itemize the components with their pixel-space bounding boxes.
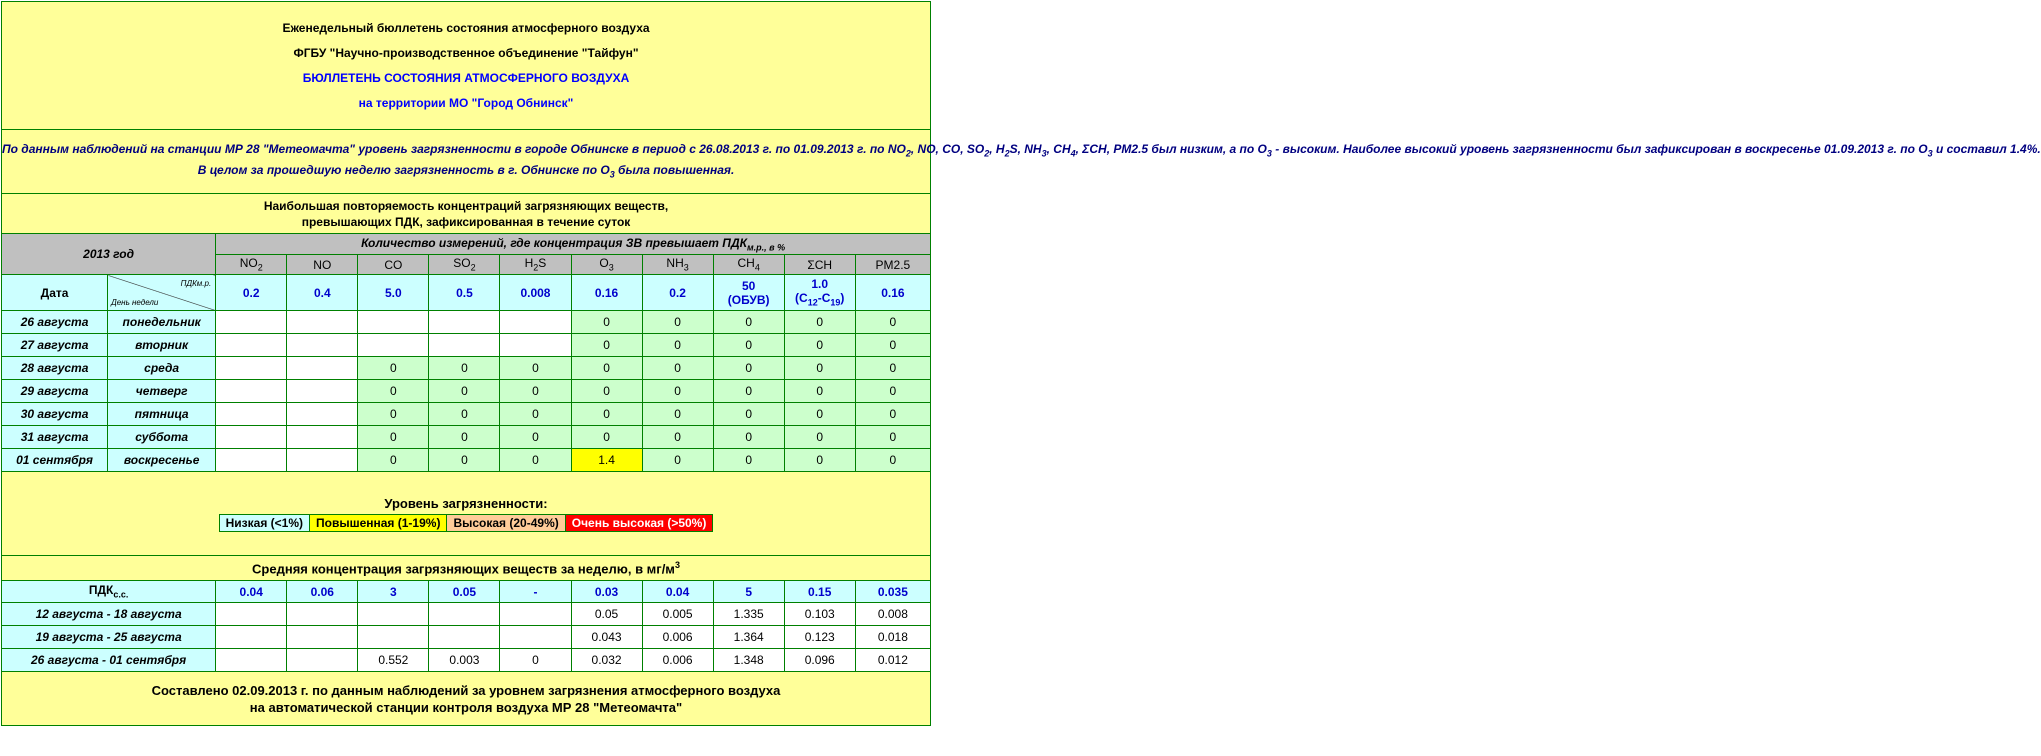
avg-concentration-cell: 0.006 — [642, 626, 713, 649]
avg-concentration-cell — [429, 626, 500, 649]
day-weekday: суббота — [108, 426, 216, 449]
day-date: 29 августа — [2, 380, 108, 403]
avg-concentration-cell: 0.103 — [784, 603, 855, 626]
level-low: Низкая (<1%) — [220, 515, 310, 531]
pollutant-name — [429, 255, 500, 275]
avg-concentration-cell: 0.008 — [855, 603, 930, 626]
avg-concentration-cell — [500, 626, 571, 649]
count-header — [216, 234, 931, 255]
pollutant-name — [855, 255, 930, 275]
summary-part: , NO, CO, SO — [910, 142, 985, 157]
exceedance-cell: 0 — [429, 380, 500, 403]
bulletin-header — [2, 2, 931, 130]
exceedance-cell: 0 — [784, 334, 855, 357]
footer-line-1: Составлено 02.09.2013 г. по данным наблюдений за уровнем загрязнения атмосферного воздуха — [151, 682, 781, 698]
exceedance-cell — [500, 334, 571, 357]
pollutant-tail: S — [538, 256, 547, 271]
diag-bottom-label: День недели — [111, 298, 159, 307]
exceedance-cell: 0 — [358, 426, 429, 449]
exceedance-cell: 0 — [358, 380, 429, 403]
pdk-mr-value: 0.4 — [287, 275, 358, 311]
avg-concentration-cell — [429, 603, 500, 626]
summary-part: , H — [989, 142, 1005, 157]
exceedance-cell: 0 — [642, 334, 713, 357]
header-line-3: БЮЛЛЕТЕНЬ СОСТОЯНИЯ АТМОСФЕРНОГО ВОЗДУХА — [302, 71, 630, 85]
exceedance-cell: 0 — [571, 334, 642, 357]
pollutant-sub: 2 — [533, 262, 539, 273]
exceedance-cell: 0 — [642, 357, 713, 380]
exceedance-cell: 0 — [429, 449, 500, 472]
pdk-ss-value: 0.06 — [287, 581, 358, 603]
pollutant-name — [784, 255, 855, 275]
pdk-ss-row — [2, 581, 931, 603]
pollutant-base: SO — [453, 256, 471, 271]
exceedance-cell: 0 — [500, 380, 571, 403]
exceedance-cell — [216, 403, 287, 426]
day-weekday: вторник — [108, 334, 216, 357]
level-legend — [219, 514, 714, 532]
day-weekday: среда — [108, 357, 216, 380]
pdk-mr-value: 0.2 — [216, 275, 287, 311]
avg-concentration-cell — [358, 626, 429, 649]
section2-title — [2, 556, 931, 581]
pdk-ss-value: 5 — [713, 581, 784, 603]
summary-sub: 3 — [1041, 148, 1047, 159]
avg-concentration-cell — [216, 603, 287, 626]
day-weekday: понедельник — [108, 311, 216, 334]
bulletin-table — [1, 1, 2041, 726]
exceedance-cell: 0 — [784, 403, 855, 426]
pdk-mr-line2 — [785, 291, 855, 307]
avg-concentration-cell: 1.348 — [713, 649, 784, 672]
exceedance-cell: 0 — [642, 449, 713, 472]
exceedance-cell — [287, 426, 358, 449]
exceedance-cell: 0 — [642, 403, 713, 426]
header-line-4: на территории МО "Город Обнинск" — [358, 96, 574, 110]
pollutant-sub: 4 — [754, 262, 760, 273]
summary-sub: 3 — [1266, 148, 1272, 159]
summary-sub: 2 — [1004, 148, 1010, 159]
exceedance-cell: 0 — [855, 403, 930, 426]
avg-concentration-cell: 0.043 — [571, 626, 642, 649]
avg-concentration-cell — [358, 603, 429, 626]
avg-concentration-cell: 0.012 — [855, 649, 930, 672]
avg-concentration-cell: 0.018 — [855, 626, 930, 649]
pollutant-name — [571, 255, 642, 275]
week-rows — [2, 603, 931, 672]
pdk-mr-value: 5.0 — [358, 275, 429, 311]
level-very-high: Очень высокая (>50%) — [566, 515, 713, 531]
avg-concentration-cell — [287, 649, 358, 672]
pollutant-sub: 3 — [608, 262, 614, 273]
pollutant-base: CO — [384, 257, 403, 272]
level-high: Высокая (20-49%) — [447, 515, 565, 531]
exceedance-cell — [216, 426, 287, 449]
pollutant-name — [713, 255, 784, 275]
diag-top-label: ПДКм.р. — [180, 279, 212, 288]
exceedance-cell: 0 — [713, 311, 784, 334]
pdk-ss-value: 0.15 — [784, 581, 855, 603]
header-line-1: Еженедельный бюллетень состояния атмосферного воздуха — [282, 21, 650, 35]
avg-concentration-cell: 0.003 — [429, 649, 500, 672]
footer-line-2: на автоматической станции контроля воздуха МР 28 "Метеомачта" — [249, 699, 683, 715]
avg-concentration-cell — [287, 603, 358, 626]
avg-concentration-cell: 0.032 — [571, 649, 642, 672]
pollutant-sub: 3 — [683, 262, 689, 273]
exceedance-cell: 0 — [642, 311, 713, 334]
exceedance-cell: 0 — [784, 426, 855, 449]
exceedance-cell: 0 — [784, 357, 855, 380]
pdk-ss-value: - — [500, 581, 571, 603]
exceedance-cell: 0 — [571, 357, 642, 380]
pdk-mr-line2: (ОБУВ) — [727, 292, 770, 307]
summary-part: , CH — [1046, 142, 1071, 157]
count-header-sub: м.р., в % — [746, 242, 786, 253]
exceedance-cell — [500, 311, 571, 334]
exceedance-cell: 0 — [500, 426, 571, 449]
pdk-sub: 19 — [830, 297, 841, 308]
pollutant-base: H — [524, 256, 534, 271]
avg-concentration-cell — [500, 603, 571, 626]
exceedance-cell — [216, 357, 287, 380]
pollutant-base: NH — [666, 256, 684, 271]
exceedance-cell — [287, 357, 358, 380]
pdk-ss-value: 0.035 — [855, 581, 930, 603]
pdk-ss-value: 0.05 — [429, 581, 500, 603]
summary-part: - высоким. Наиболее высокий уровень загрязненности был зафиксирован в воскресенье 01.09.2013 г. по O — [1271, 142, 1928, 157]
pollutant-name — [642, 255, 713, 275]
summary-part: S, NH — [1009, 142, 1042, 157]
avg-concentration-cell: 0.006 — [642, 649, 713, 672]
exceedance-cell — [287, 334, 358, 357]
count-header-text: Количество измерений, где концентрация ЗВ превышает ПДК — [361, 235, 747, 250]
section2-title-text: Средняя концентрация загрязняющих веществ за неделю, в мг/м — [252, 561, 675, 577]
pollutant-name — [216, 255, 287, 275]
pollutant-name — [358, 255, 429, 275]
avg-concentration-cell — [216, 649, 287, 672]
pdk-mr-value: 0.008 — [500, 275, 571, 311]
summary-sub: 3 — [609, 168, 615, 179]
exceedance-cell: 0 — [571, 426, 642, 449]
summary-part: , ΣCH, PM2.5 был низким, а по O — [1075, 142, 1267, 157]
header-line-2: ФГБУ "Научно-производственное объединение "Тайфун" — [293, 46, 639, 60]
section2-title-sup: 3 — [674, 559, 680, 570]
avg-concentration-cell: 1.364 — [713, 626, 784, 649]
pdk-mr-value — [713, 275, 784, 311]
exceedance-cell — [287, 403, 358, 426]
pollutant-base: CH — [737, 256, 755, 271]
exceedance-cell: 0 — [713, 334, 784, 357]
pollutant-base: NO — [313, 257, 332, 272]
pdk-mr-value: 0.16 — [855, 275, 930, 311]
exceedance-cell: 0 — [855, 357, 930, 380]
pollutant-base: PM2.5 — [875, 257, 911, 272]
exceedance-cell — [287, 311, 358, 334]
pollution-level-section — [2, 472, 931, 556]
pdk-ss-label-sub: с.с. — [113, 589, 129, 600]
day-date: 30 августа — [2, 403, 108, 426]
section1-title-line-2: превышающих ПДК, зафиксированная в течение суток — [301, 214, 631, 229]
pdk-weekday-diagonal — [108, 275, 216, 311]
day-row — [2, 311, 931, 334]
pdk-mr-value: 0.2 — [642, 275, 713, 311]
year-label: 2013 год — [2, 234, 216, 275]
exceedance-cell: 0 — [713, 357, 784, 380]
pollutant-base: NO — [239, 256, 258, 271]
exceedance-cell: 0 — [713, 380, 784, 403]
summary-text — [2, 130, 2041, 194]
pdk-part: (C — [795, 291, 808, 306]
week-row — [2, 649, 931, 672]
summary-sub: 2 — [984, 148, 990, 159]
exceedance-cell: 0 — [784, 380, 855, 403]
exceedance-cell: 0 — [784, 449, 855, 472]
exceedance-cell: 0 — [571, 311, 642, 334]
summary-part: В целом за прошедшую неделю загрязненность в г. Обнинске по O — [197, 162, 610, 177]
exceedance-cell: 0 — [855, 334, 930, 357]
pdk-mr-value: 0.16 — [571, 275, 642, 311]
pdk-mr-value: 0.5 — [429, 275, 500, 311]
section1-title — [2, 194, 931, 234]
summary-sub: 3 — [1927, 148, 1933, 159]
pdk-ss-value: 3 — [358, 581, 429, 603]
pdk-ss-value: 0.04 — [216, 581, 287, 603]
exceedance-cell — [429, 334, 500, 357]
day-rows — [2, 311, 931, 472]
exceedance-cell — [216, 449, 287, 472]
exceedance-cell — [216, 380, 287, 403]
exceedance-cell: 0 — [358, 357, 429, 380]
exceedance-cell: 0 — [429, 403, 500, 426]
pdk-part: -C — [817, 291, 831, 306]
exceedance-cell — [216, 334, 287, 357]
pdk-mr-row — [2, 275, 931, 311]
pdk-mr-line1: 1.0 — [811, 277, 829, 292]
pollutant-base: O — [599, 256, 609, 271]
avg-concentration-cell — [287, 626, 358, 649]
avg-concentration-cell: 0.005 — [642, 603, 713, 626]
day-row — [2, 357, 931, 380]
exceedance-cell — [358, 334, 429, 357]
exceedance-cell: 0 — [855, 426, 930, 449]
exceedance-cell: 0 — [571, 380, 642, 403]
exceedance-cell — [287, 449, 358, 472]
avg-concentration-cell: 0.05 — [571, 603, 642, 626]
day-row — [2, 449, 931, 472]
level-title: Уровень загрязненности: — [384, 495, 548, 511]
pdk-ss-label-text: ПДК — [88, 583, 114, 598]
avg-concentration-cell: 1.335 — [713, 603, 784, 626]
day-row — [2, 380, 931, 403]
day-row — [2, 403, 931, 426]
exceedance-cell — [358, 311, 429, 334]
pollutant-name — [500, 255, 571, 275]
day-date: 01 сентября — [2, 449, 108, 472]
exceedance-cell: 1.4 — [571, 449, 642, 472]
exceedance-cell: 0 — [571, 403, 642, 426]
avg-concentration-cell: 0.552 — [358, 649, 429, 672]
day-row — [2, 426, 931, 449]
day-date: 26 августа — [2, 311, 108, 334]
bulletin-footer — [2, 672, 931, 726]
exceedance-cell: 0 — [713, 449, 784, 472]
pdk-mr-line1: 50 — [741, 278, 756, 293]
week-row — [2, 603, 931, 626]
pollutant-sub: 2 — [470, 262, 476, 273]
exceedance-cell: 0 — [500, 449, 571, 472]
exceedance-cell: 0 — [642, 380, 713, 403]
day-weekday: пятница — [108, 403, 216, 426]
exceedance-cell: 0 — [713, 403, 784, 426]
day-weekday: четверг — [108, 380, 216, 403]
avg-concentration-cell: 0 — [500, 649, 571, 672]
pdk-part: ) — [840, 291, 845, 306]
week-period: 12 августа - 18 августа — [2, 603, 216, 626]
exceedance-cell: 0 — [855, 311, 930, 334]
summary-part: и составил 1.4%. — [1932, 142, 2041, 157]
day-date: 27 августа — [2, 334, 108, 357]
pdk-sub: 12 — [807, 297, 818, 308]
exceedance-cell: 0 — [429, 357, 500, 380]
exceedance-cell — [287, 380, 358, 403]
exceedance-cell: 0 — [500, 403, 571, 426]
day-row — [2, 334, 931, 357]
day-date: 31 августа — [2, 426, 108, 449]
level-elevated: Повышенная (1-19%) — [310, 515, 447, 531]
exceedance-cell — [429, 311, 500, 334]
exceedance-cell: 0 — [855, 449, 930, 472]
day-weekday: воскресенье — [108, 449, 216, 472]
week-row — [2, 626, 931, 649]
pollutant-base: ΣCH — [807, 257, 833, 272]
pdk-mr-value — [784, 275, 855, 311]
pollutant-sub: 2 — [257, 262, 263, 273]
exceedance-cell: 0 — [784, 311, 855, 334]
section1-title-line-1: Наибольшая повторяемость концентраций загрязняющих веществ, — [263, 198, 669, 213]
avg-concentration-cell — [216, 626, 287, 649]
exceedance-cell: 0 — [713, 426, 784, 449]
pollutant-name — [287, 255, 358, 275]
summary-part: была повышенная. — [614, 162, 735, 177]
week-period: 26 августа - 01 сентября — [2, 649, 216, 672]
exceedance-cell: 0 — [642, 426, 713, 449]
week-period: 19 августа - 25 августа — [2, 626, 216, 649]
avg-concentration-cell: 0.123 — [784, 626, 855, 649]
exceedance-cell: 0 — [358, 403, 429, 426]
exceedance-cell: 0 — [500, 357, 571, 380]
exceedance-cell — [216, 311, 287, 334]
summary-sub: 2 — [905, 148, 911, 159]
summary-sub: 4 — [1070, 148, 1076, 159]
date-label: Дата — [2, 275, 108, 311]
summary-part: По данным наблюдений на станции МР 28 "Метеомачта" уровень загрязненности в городе Обнинске в период с 26.08.2013 г. по 01.09.2013 г. по NO — [2, 142, 906, 157]
day-date: 28 августа — [2, 357, 108, 380]
exceedance-cell: 0 — [358, 449, 429, 472]
exceedance-cell: 0 — [429, 426, 500, 449]
avg-concentration-cell: 0.096 — [784, 649, 855, 672]
pdk-ss-value: 0.03 — [571, 581, 642, 603]
pdk-ss-value: 0.04 — [642, 581, 713, 603]
exceedance-cell: 0 — [855, 380, 930, 403]
pdk-ss-label — [2, 581, 216, 603]
